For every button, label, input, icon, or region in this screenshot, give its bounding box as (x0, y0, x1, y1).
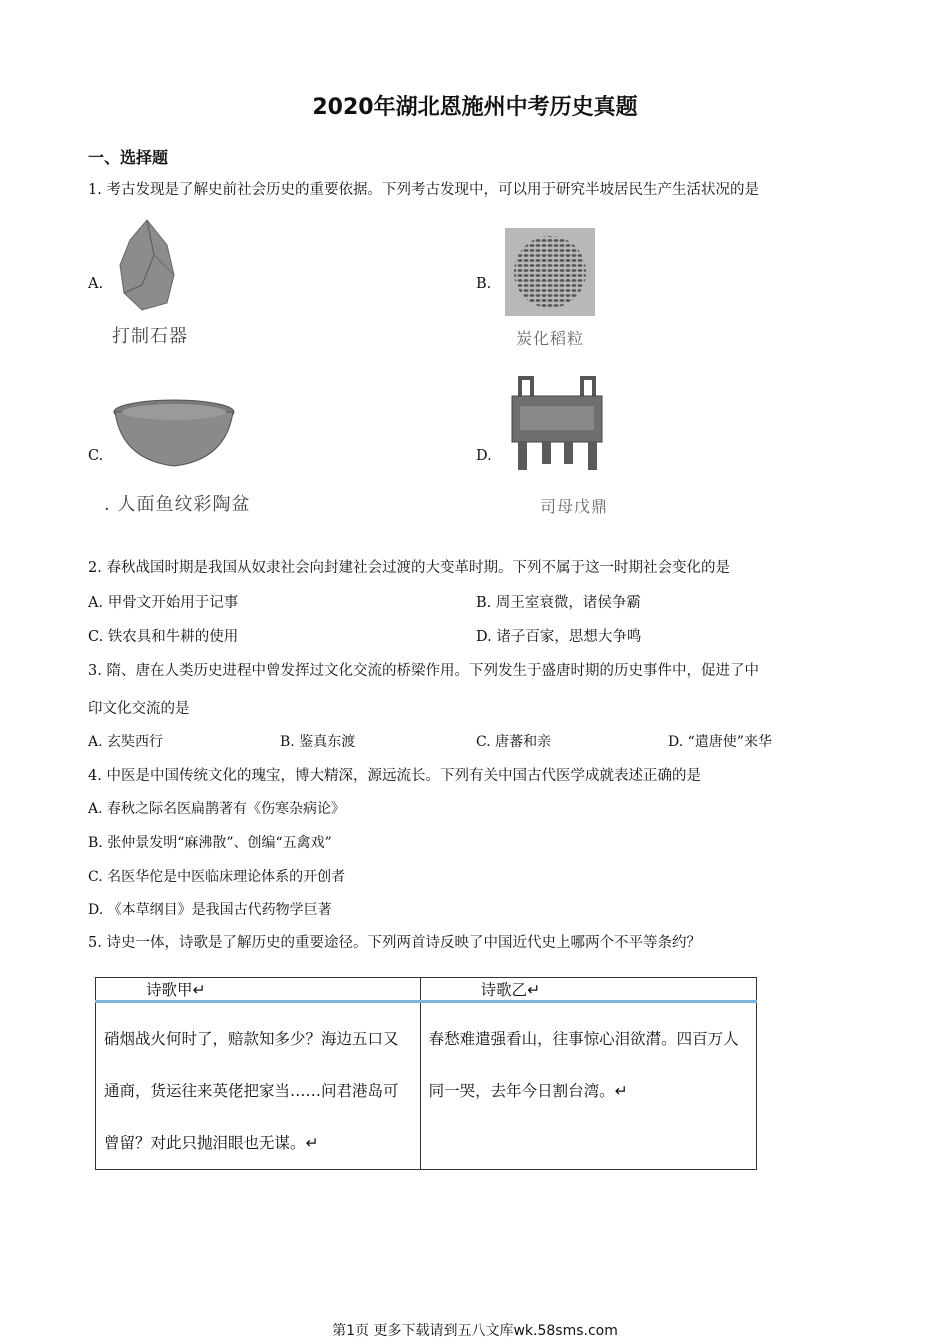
q2-option-a: A. 甲骨文开始用于记事 (88, 595, 239, 611)
q1-option-c-caption: . 人面鱼纹彩陶盆 (104, 494, 251, 515)
poem-b-text: 春愁难遣强看山，往事惊心泪欲潸。四百万人同一哭，去年今日割台湾。↵ (420, 1002, 756, 1170)
question-3-line-2: 印文化交流的是 (88, 701, 190, 717)
q3-option-d: D. “遣唐使”来华 (668, 734, 772, 750)
q4-option-a: A. 春秋之际名医扁鹊著有《伤寒杂病论》 (88, 801, 346, 817)
page-title: 2020年湖北恩施州中考历史真题 (312, 95, 638, 120)
q4-option-c: C. 名医华佗是中医临床理论体系的开创者 (88, 869, 346, 885)
poem-a-text: 硝烟战火何时了，赔款知多少？海边五口又通商，货运往来英佬把家当……问君港岛可曾留？对此只抛泪眼也无谋。↵ (96, 1002, 421, 1170)
q3-option-c: C. 唐蕃和亲 (476, 734, 552, 750)
q1-option-d-letter: D. (476, 448, 492, 464)
poem-a-title: 诗歌甲↵ (96, 978, 421, 1002)
q1-option-a-letter: A. (88, 276, 104, 292)
q2-option-d: D. 诸子百家，思想大争鸣 (476, 629, 642, 645)
stone-tool-image (112, 215, 182, 315)
q2-option-c: C. 铁农具和牛耕的使用 (88, 629, 239, 645)
carbonized-rice-image (505, 228, 595, 316)
q4-option-d: D. 《本草纲目》是我国古代药物学巨著 (88, 902, 332, 918)
q2-option-b: B. 周王室衰微，诸侯争霸 (476, 595, 641, 611)
simuwu-ding-image (508, 376, 606, 472)
q1-option-d-caption: 司母戊鼎 (540, 497, 609, 516)
q1-option-a-caption: 打制石器 (112, 326, 188, 347)
question-3-line-1: 3. 隋、唐在人类历史进程中曾发挥过文化交流的桥梁作用。下列发生于盛唐时期的历史事件中，促进了中 (88, 663, 759, 679)
poem-b-title: 诗歌乙↵ (420, 978, 756, 1002)
question-4-text: 4. 中医是中国传统文化的瑰宝，博大精深，源远流长。下列有关中国古代医学成就表述正确的是 (88, 768, 701, 784)
q1-option-b-letter: B. (476, 276, 492, 292)
q4-option-b: B. 张仲景发明“麻沸散”、创编“五禽戏” (88, 835, 332, 851)
page-footer: 第1页 更多下载请到五八文库wk.58sms.com (332, 1323, 618, 1339)
poem-table (95, 977, 757, 1170)
painted-pottery-basin-image (112, 398, 237, 470)
q3-option-a: A. 玄奘西行 (88, 734, 164, 750)
q1-option-c-letter: C. (88, 448, 104, 464)
question-1-text: 1. 考古发现是了解史前社会历史的重要依据。下列考古发现中，可以用于研究半坡居民生产生活状况的是 (88, 182, 759, 198)
q1-option-b-caption: 炭化稻粒 (516, 329, 585, 348)
q3-option-b: B. 鉴真东渡 (280, 734, 356, 750)
section-heading: 一、选择题 (88, 148, 169, 167)
question-2-text: 2. 春秋战国时期是我国从奴隶社会向封建社会过渡的大变革时期。下列不属于这一时期社会变化的是 (88, 560, 730, 576)
question-5-text: 5. 诗史一体，诗歌是了解历史的重要途径。下列两首诗反映了中国近代史上哪两个不平等条约？ (88, 935, 701, 951)
